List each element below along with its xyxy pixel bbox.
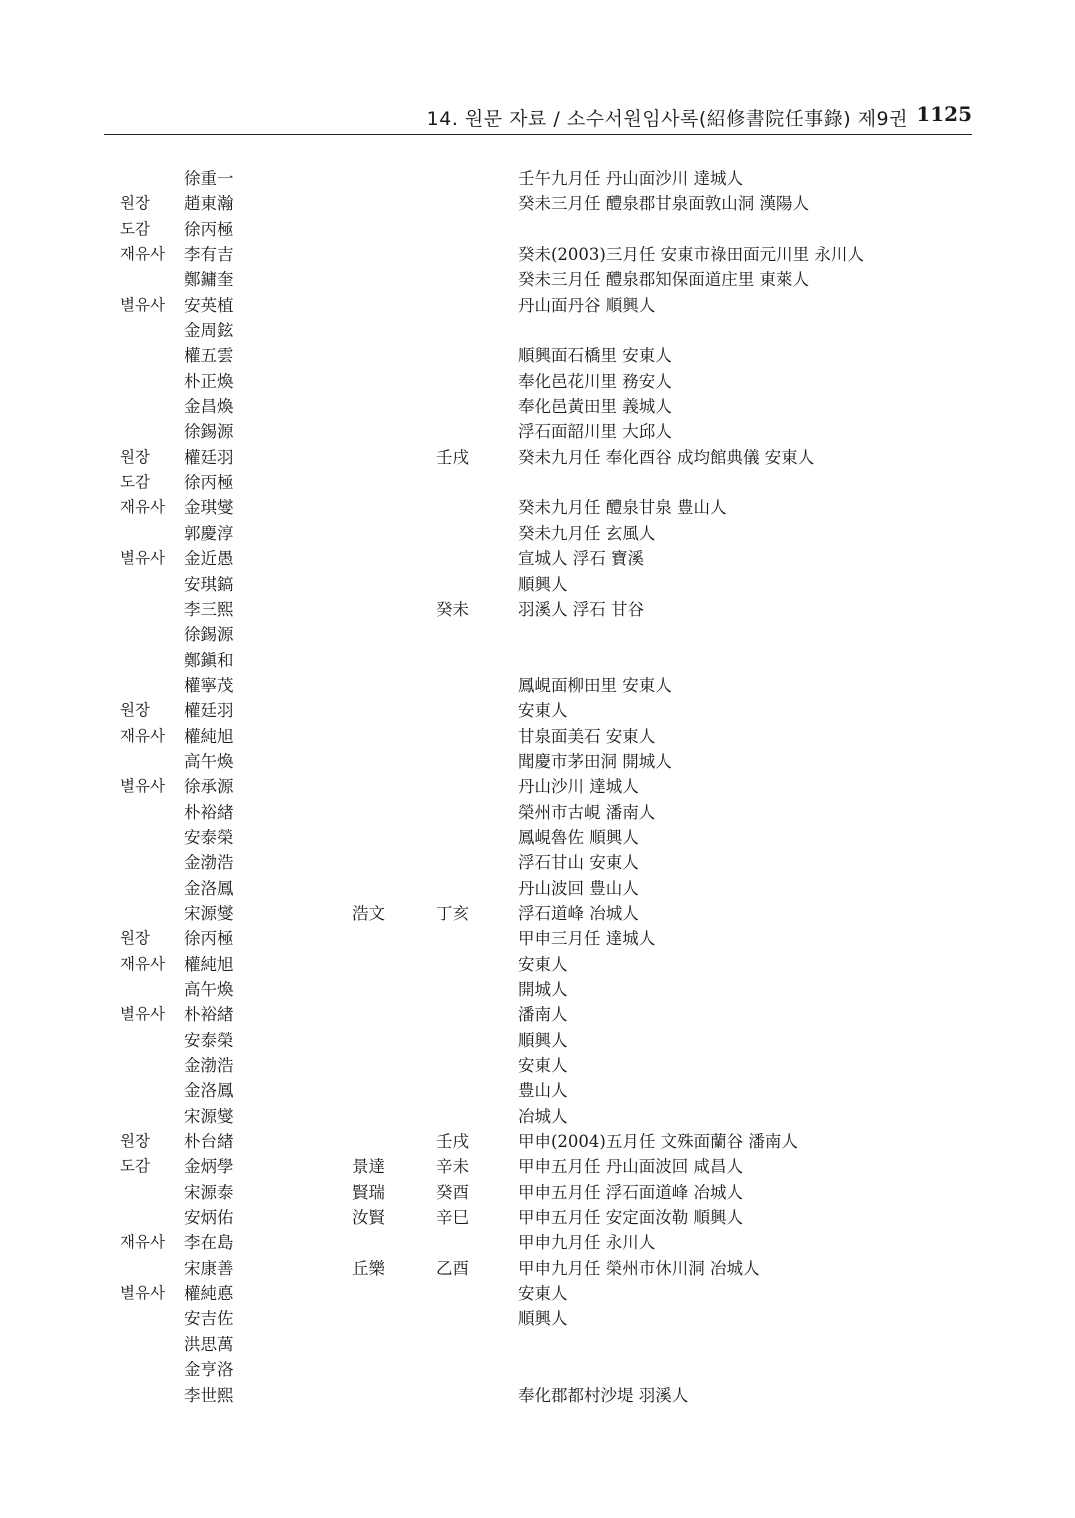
- entry-note: 奉化邑黃田里 義城人: [518, 397, 672, 417]
- entry-name: 安炳佑: [184, 1208, 234, 1228]
- entry-name: 金洛鳳: [184, 878, 234, 898]
- entry-note: 癸未九月任 奉化酉谷 成均館典儀 安東人: [518, 447, 815, 467]
- entry-name: 金琪燮: [184, 498, 234, 518]
- list-item: [0, 1129, 1075, 1154]
- list-item: [0, 1230, 1075, 1255]
- page-header: [104, 100, 972, 135]
- officer-list: [0, 166, 1075, 1408]
- entry-name: 朴裕緖: [184, 1005, 234, 1025]
- entry-name: 李在島: [184, 1233, 234, 1253]
- entry-name: 安吉佐: [184, 1309, 234, 1329]
- entry-year: 辛未: [436, 1157, 469, 1177]
- entry-name: 宋康善: [184, 1258, 234, 1278]
- entry-role: 재유사: [120, 1233, 165, 1252]
- entry-note: 浮石甘山 安東人: [518, 853, 639, 873]
- entry-name: 徐重一: [184, 169, 234, 188]
- entry-role: 재유사: [120, 245, 165, 264]
- entry-note: 奉化郡都村沙堤 羽溪人: [518, 1385, 689, 1405]
- entry-name: 徐丙極: [184, 219, 234, 239]
- list-item: [0, 242, 1075, 267]
- entry-year: 癸未: [436, 599, 469, 619]
- list-item: [0, 1154, 1075, 1179]
- entry-name: 郭慶淳: [184, 523, 234, 543]
- entry-note: 浮石道峰 冶城人: [518, 903, 639, 923]
- entry-note: 癸未(2003)三月任 安東市祿田面元川里 永川人: [518, 245, 864, 265]
- entry-note: 安東人: [518, 701, 568, 721]
- list-item: [0, 622, 1075, 647]
- entry-name: 金周鉉: [184, 321, 234, 341]
- entry-year: 壬戌: [436, 447, 469, 467]
- list-item: [0, 1383, 1075, 1408]
- list-item: [0, 1281, 1075, 1306]
- list-item: [0, 926, 1075, 951]
- entry-name: 徐錫源: [184, 625, 234, 645]
- entry-role: 도감: [120, 1157, 150, 1176]
- list-item: [0, 597, 1075, 622]
- entry-name: 鄭鎭和: [184, 650, 234, 670]
- entry-note: 甲申五月任 丹山面波回 咸昌人: [518, 1157, 743, 1177]
- list-item: [0, 191, 1075, 216]
- entry-role: 원장: [120, 1132, 150, 1151]
- entry-role: 별유사: [120, 1284, 165, 1303]
- list-item: [0, 318, 1075, 343]
- entry-name: 安泰榮: [184, 827, 234, 847]
- list-item: [0, 850, 1075, 875]
- list-item: [0, 470, 1075, 495]
- list-item: [0, 495, 1075, 520]
- entry-name: 安英植: [184, 295, 234, 315]
- entry-name: 宋源泰: [184, 1182, 234, 1202]
- entry-note: 甲申五月任 安定面汝勒 順興人: [518, 1208, 743, 1228]
- list-item: [0, 1180, 1075, 1205]
- list-item: [0, 293, 1075, 318]
- entry-role: 별유사: [120, 1005, 165, 1024]
- entry-name: 金渤浩: [184, 853, 234, 873]
- entry-name: 趙東瀚: [184, 194, 234, 214]
- entry-note: 鳳峴魯佐 順興人: [518, 827, 639, 847]
- entry-note: 順興人: [518, 1030, 568, 1050]
- entry-year: 癸酉: [436, 1182, 469, 1202]
- entry-note: 安東人: [518, 954, 568, 974]
- entry-role: 별유사: [120, 777, 165, 796]
- entry-note: 豊山人: [518, 1081, 568, 1101]
- entry-note: 宣城人 浮石 寶溪: [518, 549, 644, 569]
- entry-name: 徐丙極: [184, 929, 234, 949]
- entry-year: 丁亥: [436, 903, 469, 923]
- entry-note: 鳳峴面柳田里 安東人: [518, 675, 672, 695]
- entry-name: 金炳學: [184, 1157, 234, 1177]
- entry-note: 丹山面丹谷 順興人: [518, 295, 656, 315]
- entry-note: 癸未九月任 醴泉甘泉 豊山人: [518, 498, 727, 518]
- entry-note: 安東人: [518, 1284, 568, 1304]
- list-item: [0, 876, 1075, 901]
- entry-note: 丹山波回 豊山人: [518, 878, 639, 898]
- entry-note: 冶城人: [518, 1106, 568, 1126]
- entry-note: 甲申五月任 浮石面道峰 冶城人: [518, 1182, 743, 1202]
- page-number: 1125: [916, 102, 972, 126]
- list-item: [0, 1078, 1075, 1103]
- entry-courtesy: 丘樂: [352, 1258, 385, 1278]
- entry-courtesy: 浩文: [352, 903, 385, 923]
- list-item: [0, 774, 1075, 799]
- entry-note: 丹山沙川 達城人: [518, 777, 639, 797]
- entry-name: 宋源燮: [184, 1106, 234, 1126]
- entry-courtesy: 賢瑞: [352, 1182, 385, 1202]
- list-item: [0, 749, 1075, 774]
- list-item: [0, 419, 1075, 444]
- entry-note: 開城人: [518, 980, 568, 999]
- list-item: [0, 267, 1075, 292]
- list-item: [0, 724, 1075, 749]
- entry-year: 辛巳: [436, 1208, 469, 1228]
- entry-name: 金昌煥: [184, 397, 234, 417]
- list-item: [0, 825, 1075, 850]
- entry-name: 洪思萬: [184, 1334, 234, 1354]
- entry-name: 權純旭: [184, 726, 234, 746]
- list-item: [0, 1205, 1075, 1230]
- entry-name: 朴正煥: [184, 371, 234, 391]
- entry-courtesy: 景達: [352, 1157, 385, 1177]
- entry-note: 甲申(2004)五月任 文殊面蘭谷 潘南人: [518, 1132, 798, 1152]
- entry-name: 金近愚: [184, 549, 234, 569]
- entry-name: 權廷羽: [184, 447, 234, 467]
- entry-note: 榮州市古峴 潘南人: [518, 802, 656, 822]
- entry-name: 宋源燮: [184, 903, 234, 923]
- entry-note: 浮石面韶川里 大邱人: [518, 422, 672, 442]
- entry-name: 李三熙: [184, 599, 234, 619]
- entry-role: 도감: [120, 473, 150, 492]
- list-item: [0, 1357, 1075, 1382]
- entry-note: 甲申九月任 榮州市休川洞 冶城人: [518, 1258, 760, 1278]
- entry-note: 癸未三月任 醴泉郡知保面道庄里 東萊人: [518, 270, 809, 290]
- entry-note: 壬午九月任 丹山面沙川 達城人: [518, 169, 743, 188]
- entry-name: 金洛鳳: [184, 1081, 234, 1101]
- entry-note: 甲申三月任 達城人: [518, 929, 656, 949]
- list-item: [0, 1002, 1075, 1027]
- entry-name: 朴台緖: [184, 1132, 234, 1152]
- entry-note: 甲申九月任 永川人: [518, 1233, 656, 1253]
- entry-name: 朴裕緖: [184, 802, 234, 822]
- entry-year: 壬戌: [436, 1132, 469, 1152]
- entry-name: 徐承源: [184, 777, 234, 797]
- list-item: [0, 166, 1075, 191]
- entry-name: 安泰榮: [184, 1030, 234, 1050]
- entry-note: 安東人: [518, 1056, 568, 1076]
- entry-note: 順興人: [518, 574, 568, 594]
- list-item: [0, 673, 1075, 698]
- entry-note: 潘南人: [518, 1005, 568, 1025]
- entry-name: 徐錫源: [184, 422, 234, 442]
- list-item: [0, 1028, 1075, 1053]
- list-item: [0, 1306, 1075, 1331]
- list-item: [0, 343, 1075, 368]
- entry-note: 聞慶市茅田洞 開城人: [518, 751, 672, 771]
- entry-note: 癸未三月任 醴泉郡甘泉面敦山洞 漢陽人: [518, 194, 809, 214]
- entry-name: 權廷羽: [184, 701, 234, 721]
- entry-role: 원장: [120, 929, 150, 948]
- entry-name: 安琪鎬: [184, 574, 234, 594]
- list-item: [0, 977, 1075, 1002]
- list-item: [0, 1332, 1075, 1357]
- entry-role: 재유사: [120, 954, 165, 973]
- entry-courtesy: 汝賢: [352, 1208, 385, 1228]
- list-item: [0, 1256, 1075, 1281]
- entry-name: 金亨洛: [184, 1360, 234, 1380]
- list-item: [0, 800, 1075, 825]
- entry-role: 별유사: [120, 295, 165, 314]
- running-title: 14. 원문 자료 / 소수서원임사록(紹修書院任事錄) 제9권: [426, 108, 908, 130]
- list-item: [0, 1104, 1075, 1129]
- list-item: [0, 521, 1075, 546]
- entry-name: 高午煥: [184, 980, 234, 999]
- list-item: [0, 217, 1075, 242]
- entry-role: 원장: [120, 701, 150, 720]
- entry-note: 順興人: [518, 1309, 568, 1329]
- list-item: [0, 369, 1075, 394]
- list-item: [0, 572, 1075, 597]
- entry-name: 權純悳: [184, 1284, 234, 1304]
- entry-role: 별유사: [120, 549, 165, 568]
- entry-note: 癸未九月任 玄風人: [518, 523, 656, 543]
- entry-name: 徐丙極: [184, 473, 234, 493]
- entry-name: 李有吉: [184, 245, 234, 265]
- entry-role: 재유사: [120, 498, 165, 517]
- list-item: [0, 698, 1075, 723]
- entry-note: 順興面石橋里 安東人: [518, 346, 672, 366]
- entry-name: 李世熙: [184, 1385, 234, 1405]
- entry-note: 羽溪人 浮石 甘谷: [518, 599, 644, 619]
- entry-note: 甘泉面美石 安東人: [518, 726, 656, 746]
- list-item: [0, 546, 1075, 571]
- entry-note: 奉化邑花川里 務安人: [518, 371, 672, 391]
- list-item: [0, 952, 1075, 977]
- entry-year: 乙酉: [436, 1258, 469, 1278]
- entry-name: 權五雲: [184, 346, 234, 366]
- list-item: [0, 901, 1075, 926]
- entry-name: 高午煥: [184, 751, 234, 771]
- list-item: [0, 394, 1075, 419]
- entry-name: 鄭鏞奎: [184, 270, 234, 290]
- entry-name: 金渤浩: [184, 1056, 234, 1076]
- entry-name: 權寧茂: [184, 675, 234, 695]
- entry-role: 재유사: [120, 726, 165, 745]
- list-item: [0, 445, 1075, 470]
- list-item: [0, 648, 1075, 673]
- entry-role: 원장: [120, 194, 150, 213]
- list-item: [0, 1053, 1075, 1078]
- entry-name: 權純旭: [184, 954, 234, 974]
- entry-role: 원장: [120, 447, 150, 466]
- entry-role: 도감: [120, 219, 150, 238]
